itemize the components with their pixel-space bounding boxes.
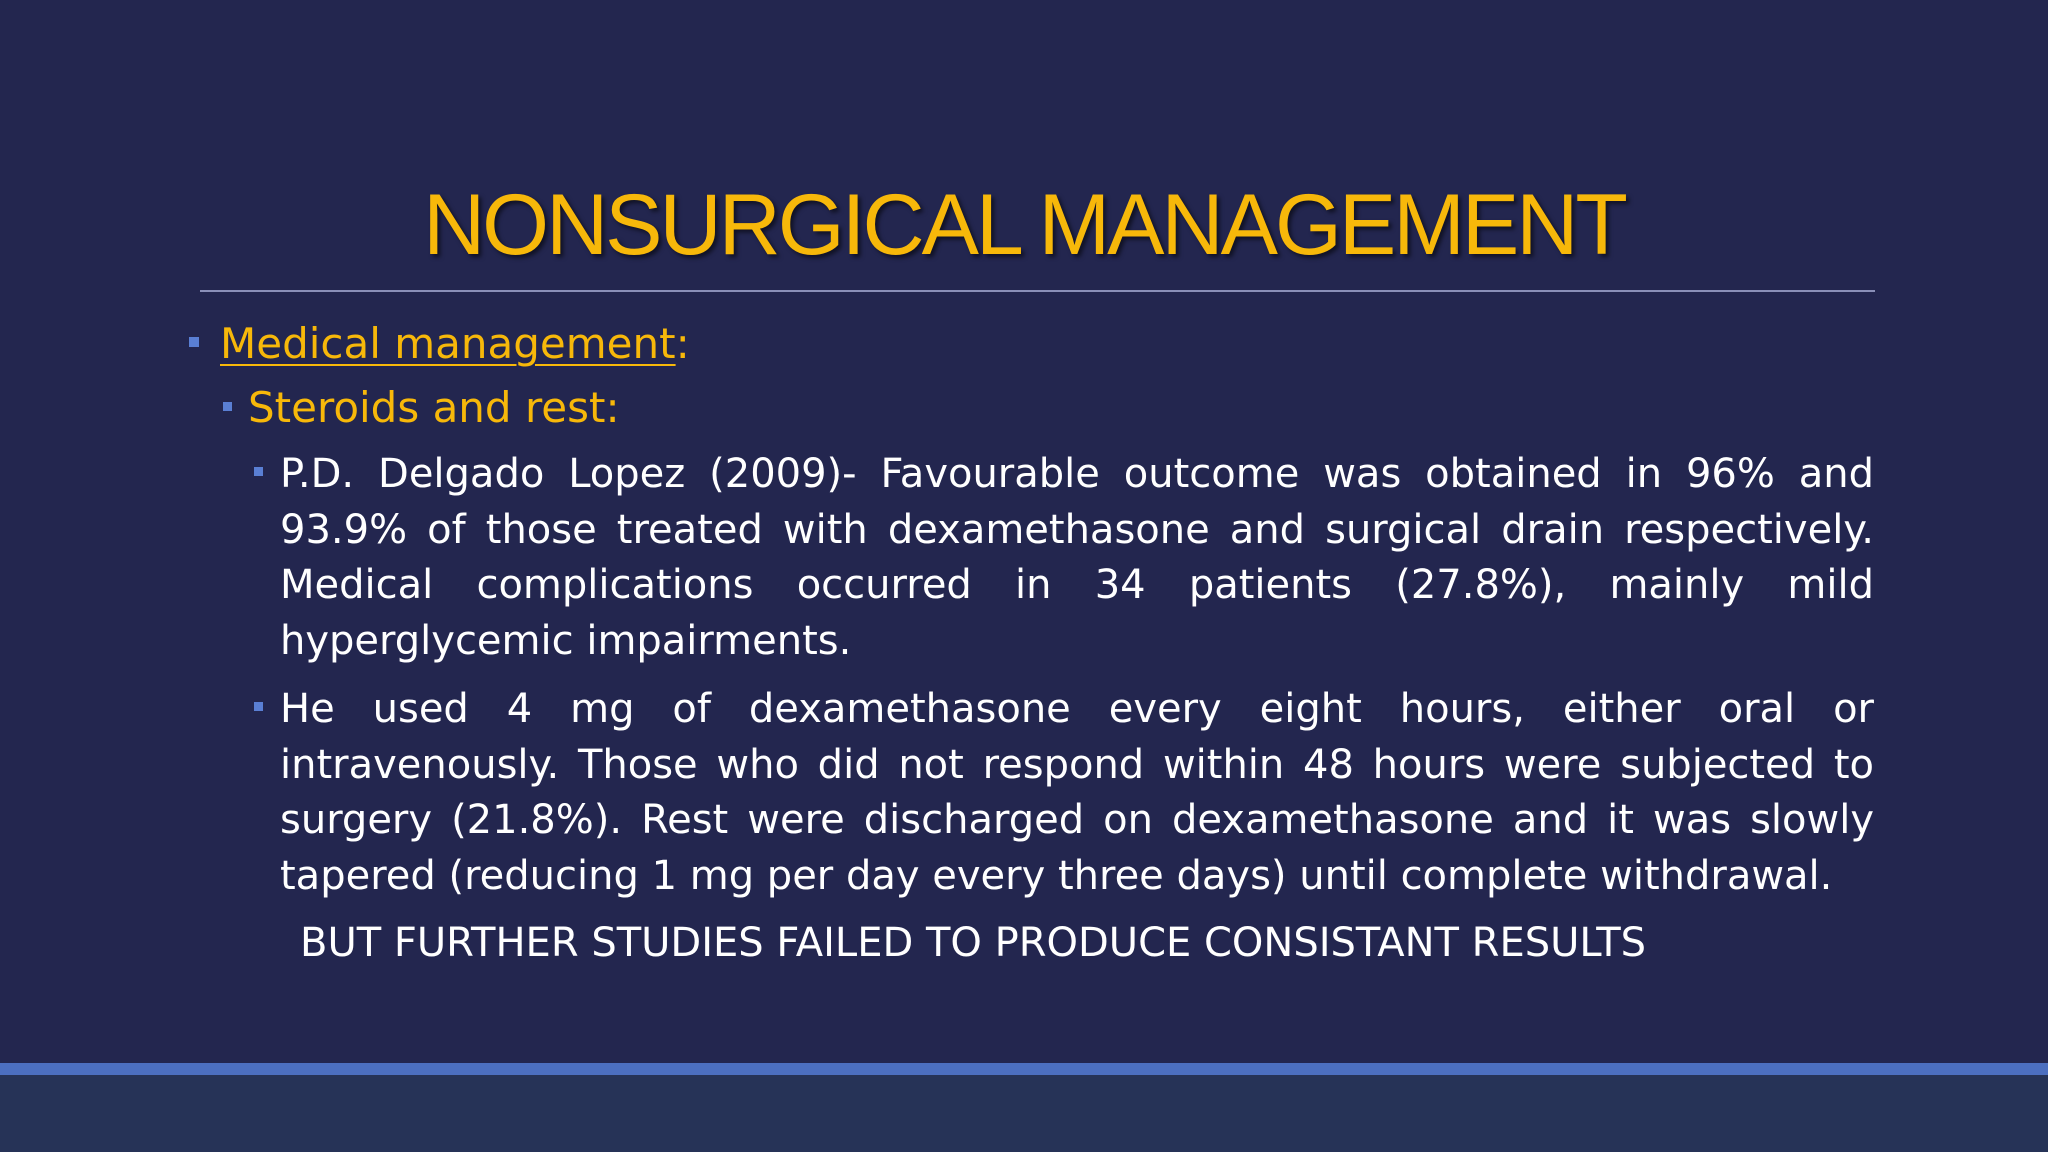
medical-management-heading [220, 314, 690, 374]
bullet-icon [254, 467, 263, 476]
point-dexamethasone-regimen: He used 4 mg of dexamethasone every eight hours, either oral or intravenously. Those who did not respond within 48 hours were subjected to surgery (21.8%). Rest were discharged on dexamethasone and it was slowly tapered (reducing 1 mg per day every three days) until complete withdrawal. [280, 686, 1874, 899]
slide-title: NONSURGICAL MANAGEMENT [423, 177, 1625, 273]
title-divider [200, 290, 1875, 292]
bullet-icon [189, 337, 199, 347]
conclusion-text: BUT FURTHER STUDIES FAILED TO PRODUCE CONSISTANT RESULTS [300, 920, 1647, 966]
bullet-icon [254, 702, 263, 711]
medical-management-colon: : [675, 319, 690, 368]
medical-management-label: Medical management [220, 319, 676, 368]
footer-band [0, 1075, 2048, 1152]
point-delgado-lopez: P.D. Delgado Lopez (2009)- Favourable outcome was obtained in 96% and 93.9% of those treated with dexamethasone and surgical drain respectively. Medical complications occurred in 34 patients (27.8%), mainly mild hyperglycemic impairments. [280, 451, 1874, 664]
bullet-icon [223, 402, 232, 411]
footer-accent-line [0, 1063, 2048, 1075]
steroids-and-rest-heading: Steroids and rest: [248, 383, 620, 432]
